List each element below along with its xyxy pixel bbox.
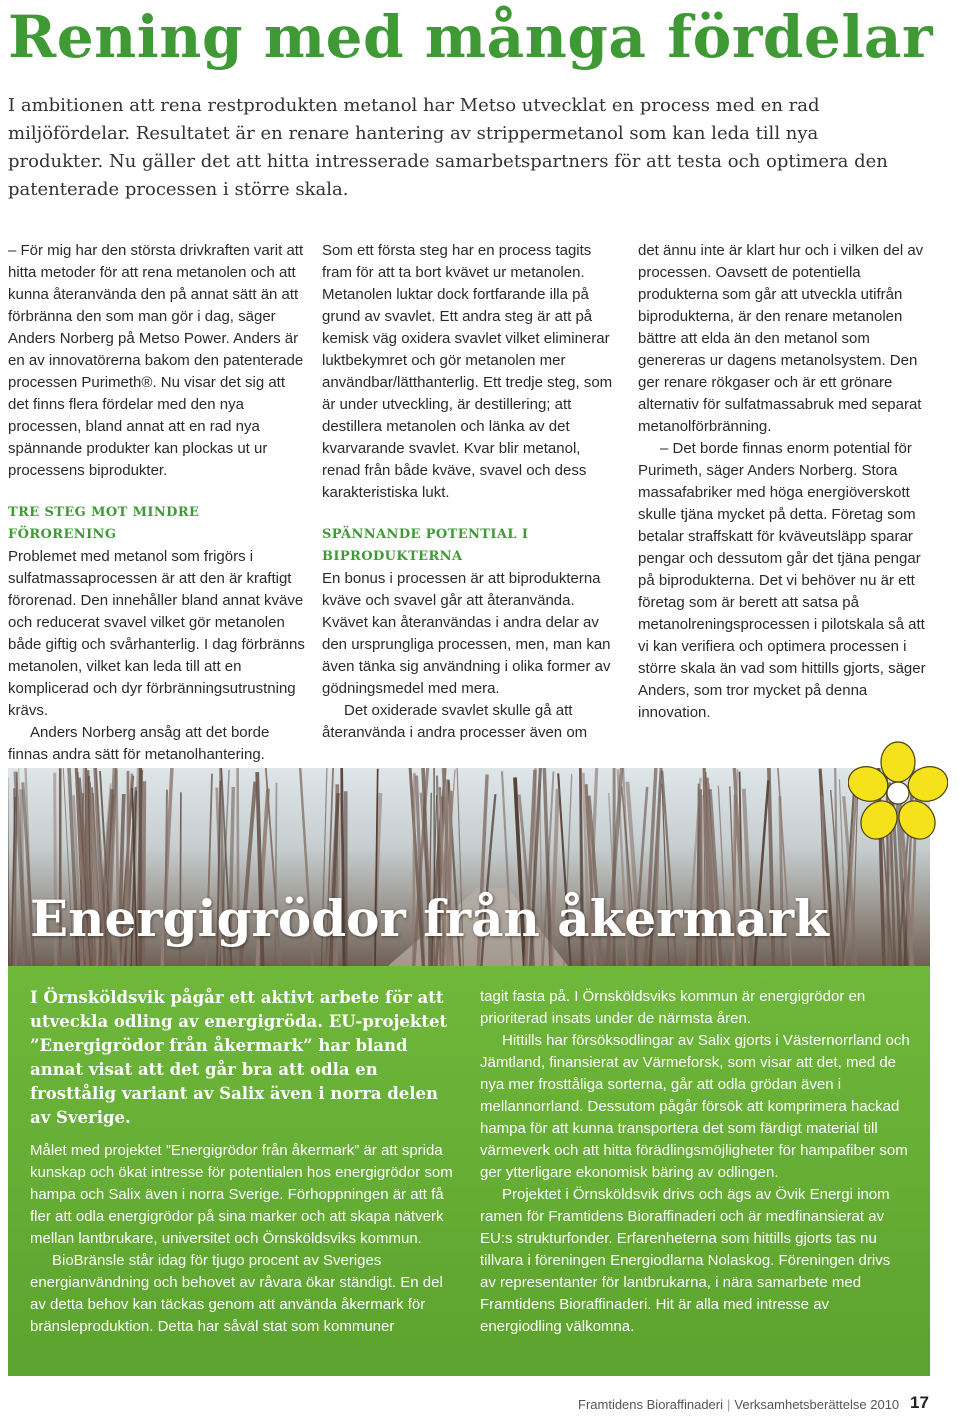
- paragraph: BioBränsle står idag för tjugo procent av Sveriges energianvändning och behovet av råvara ökar ständigt. En del av detta behov kan täckas genom att använda åkermark för bränsleproduktion. Detta har såväl stat som kommuner: [30, 1252, 443, 1335]
- section-column-2: [480, 986, 910, 1338]
- section-column-1: [30, 1140, 456, 1338]
- section-title: Energigrödor från åkermark: [30, 889, 829, 948]
- paragraph: Målet med projektet ”Energigrödor från åkermark” är att sprida kunskap och ökat intresse för potentialen hos energigrödor som hampa och Salix även i norra Sverige. Förhoppningen är att få fler att odla energigrödor på sina marker och att skapa nätverk mellan lantbrukare, universitet och Örnsköldsviks kommun.: [30, 1142, 453, 1247]
- article-lead: I ambitionen att rena restprodukten metanol har Metso utvecklat en process med en rad miljöfördelar. Resultatet är en renare hantering av strippermetanol som kan leda till nya produkter. Nu gäller det att hitta intresserade samarbetspartners för att testa och optimera den patenterade processen i större skala.: [8, 95, 888, 200]
- paragraph: – Det borde finnas enorm potential för Purimeth, säger Anders Norberg. Stora massafabriker med höga energiöverskott skulle tjäna mycket på detta. Företag som betalar straffskatt för kväveutsläpp sparar pengar och dessutom går det tjäna pengar på biprodukterna. Det vi behöver nu är ett företag som är berett att satsa på metanolreningsprocessen i pilotskala så att vi kan verifiera och optimera processen i större skala än vad som hittills gjorts, säger Anders, som tror mycket på denna innovation.: [638, 440, 926, 721]
- report-name: Verksamhetsberättelse 2010: [734, 1397, 900, 1412]
- paragraph: Hittills har försöksodlingar av Salix gjorts i Västernorrland och Jämtland, finansierat av Värmeforsk, som visar att det, med de nya mer frosttåliga sorterna, går att odla grödan även i mellannorrland. Dessutom pågår försök att komprimera hackad hampa för att kunna transportera det som färdigt material till värmeverk och att hitta förädlingsmöjligheter för hampafiber som ger ytterligare ekonomisk bäring av odlingen.: [480, 1032, 910, 1181]
- article-column-3: [638, 240, 938, 724]
- flower-icon: [848, 740, 948, 844]
- page-number: 17: [910, 1393, 929, 1412]
- paragraph: det ännu inte är klart hur och i vilken del av processen. Oavsett de potentiella produkterna som går att utveckla utifrån biprodukterna, är den renare metanolen bättre att elda än den metanol som genereras ur dagens metanolsystem. Den ger renare rökgaser och är ett grönare alternativ för sulfatmassabruk med separat metanolförbränning.: [638, 242, 924, 435]
- subheading: SPÄNNANDE POTENTIAL I BIPRODUKTERNA: [322, 527, 529, 564]
- page-footer: [578, 1396, 899, 1414]
- paragraph: Anders Norberg ansåg att det borde finnas andra sätt för metanolhantering.: [8, 724, 270, 763]
- paragraph: tagit fasta på. I Örnsköldsviks kommun är energigrödor en prioriterad insats under de närmsta åren.: [480, 988, 866, 1027]
- paragraph: Som ett första steg har en process tagits fram för att ta bort kvävet ur metanolen. Metanolen luktar dock fortfarande illa på grund av svavlet. Ett andra steg är att på kemisk väg oxidera svavlet vilket eliminerar luktbekymret och gör metanolen mer användbar/lätthanterlig. Ett tredje steg, som är under utveckling, är destillering; att destillera metanolen och länka av det kvarvarande svavlet. Kvar blir metanol, renad från både kväve, svavel och dess karakteristiska lukt.: [322, 242, 613, 501]
- publication-name: Framtidens Bioraffinaderi: [578, 1397, 723, 1412]
- page-title: Rening med många fördelar: [8, 3, 934, 71]
- paragraph: Projektet i Örnsköldsvik drivs och ägs av Övik Energi inom ramen för Framtidens Bioraffinaderi och är medfinansierat av EU:s strukturfonder. Erfarenheterna som hittills gjorts tas nu tillvara i föreningen Energiodlarna Nolaskog. Föreningen drivs av representanter för lantbrukarna, i nära samarbete med Framtidens Bioraffinaderi. Hit är alla med intresse av energiodling välkomna.: [480, 1186, 891, 1335]
- paragraph: En bonus i processen är att biprodukterna kväve och svavel går att återanvända. Kvävet kan återanvändas i andra delar av den ursprungliga processen, men, man kan även tänka sig användning i olika former av gödningsmedel med mera.: [322, 570, 611, 697]
- paragraph: – För mig har den största drivkraften varit att hitta metoder för att rena metanolen och att kunna återanvända den på annat sätt än att förbränna den som man gör i dag, säger Anders Norberg på Metso Power. Anders är en av innovatörerna bakom den patenterade processen Purimeth®. Nu visar det sig att det finns flera fördelar med den nya processen, bland annat att en rad nya spännande produkter kan plockas ut ur processens biprodukter.: [8, 242, 304, 479]
- section-lead: I Örnsköldsvik pågår ett aktivt arbete för att utveckla odling av energigröda. EU-projektet ”Energigrödor från åkermark” har bland annat visat att det går bra att odla en frosttålig variant av Salix även i norra delen av Sverige.: [30, 988, 448, 1127]
- article-column-2: [322, 240, 622, 744]
- paragraph: Problemet med metanol som frigörs i sulfatmassaprocessen är att den är kraftigt förorenad. Den innehåller bland annat kväve och reducerat svavel vilket gör metanolen både giftig och svårhanterlig. I dag förbränns metanolen, vilket kan leda till att en komplicerad och dyr förbränningsutrustning krävs.: [8, 548, 305, 719]
- paragraph: Det oxiderade svavlet skulle gå att återanvända i andra processer även om: [322, 702, 588, 741]
- subheading: TRE STEG MOT MINDRE FÖRORENING: [8, 505, 200, 542]
- article-column-1: [8, 240, 308, 766]
- footer-separator: |: [727, 1397, 731, 1412]
